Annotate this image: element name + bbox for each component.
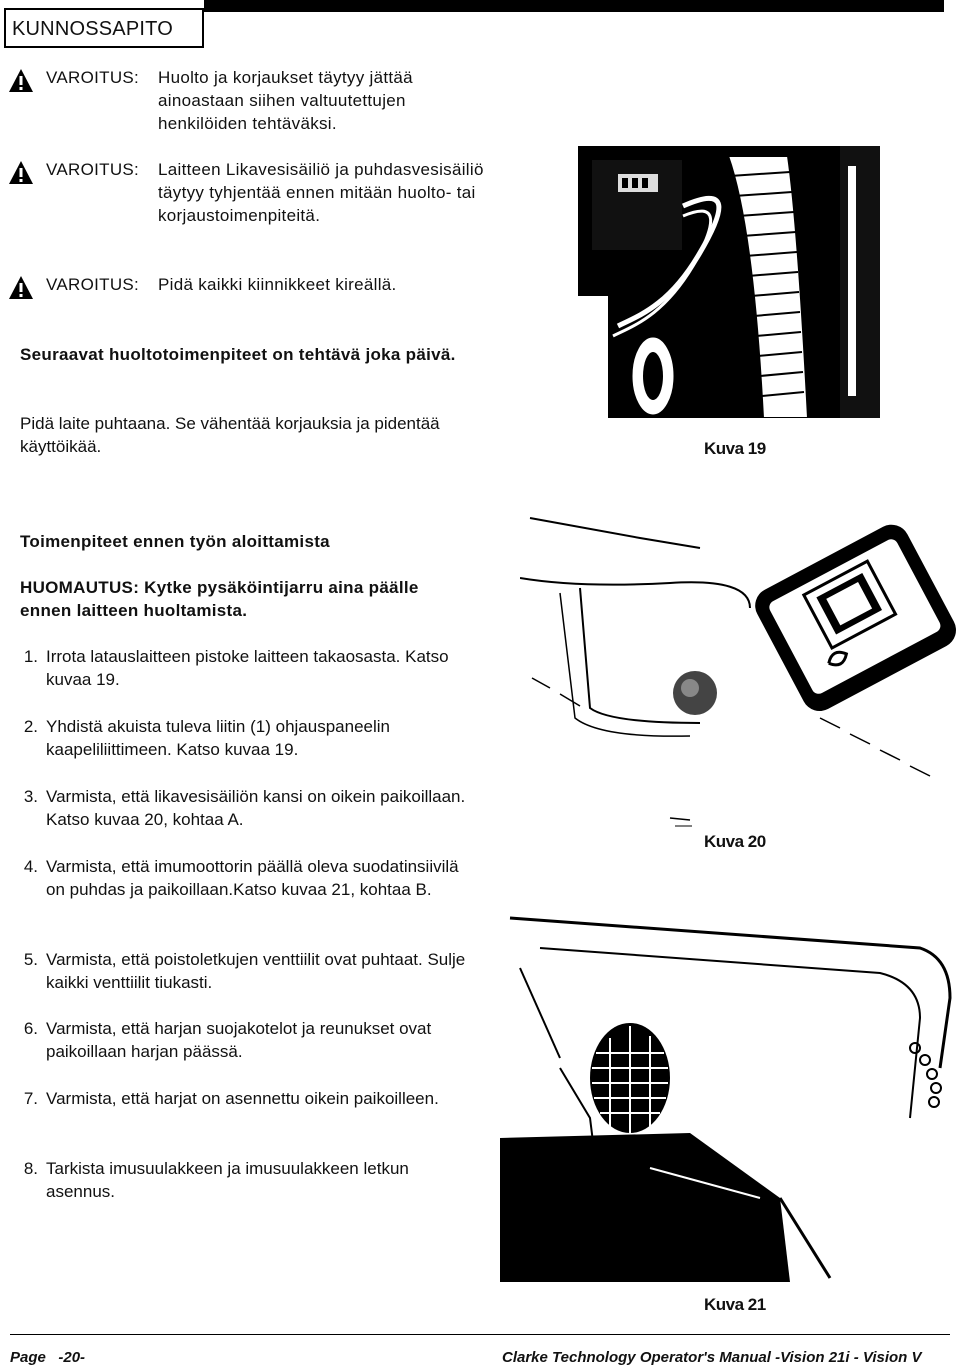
warning-text: Laitteen Likavesisäiliö ja puhdasvesisäiliö täytyy tyhjentää ennen mitään huolto- tai korjaustoimenpiteitä.: [158, 160, 484, 225]
warning-label: VAROITUS:: [46, 275, 140, 294]
step-text: Irrota latauslaitteen pistoke laitteen takaosasta. Katso kuvaa 19.: [46, 647, 449, 689]
daily-heading: Seuraavat huoltotoimenpiteet on tehtävä joka päivä.: [20, 345, 456, 364]
footer-rule: [10, 1334, 950, 1335]
step-number: 3.: [23, 787, 38, 806]
step-text: Varmista, että poistoletkujen venttiilit ovat puhtaat. Sulje kaikki venttiilit tiukasti.: [46, 950, 466, 992]
step-number: 2.: [23, 717, 38, 736]
step-text: Varmista, että harjan suojakotelot ja reunukset ovat paikoillaan harjan päässä.: [46, 1019, 432, 1061]
warning-triangle-icon: [8, 68, 34, 94]
step-number: 1.: [23, 647, 38, 666]
figure-20-caption: Kuva 20: [704, 832, 766, 851]
before-work-heading: Toimenpiteet ennen työn aloittamista: [20, 532, 330, 551]
note-text: HUOMAUTUS: Kytke pysäköintijarru aina päälle ennen laitteen huoltamista.: [20, 578, 419, 620]
step-text: Varmista, että likavesisäiliön kansi on oikein paikoillaan. Katso kuvaa 20, kohtaa A.: [46, 787, 466, 829]
warning-2: [8, 158, 568, 238]
step-number: 4.: [23, 857, 38, 876]
step-text: Varmista, että imumoottorin päällä oleva suodatinsiivilä on puhdas ja paikoillaan.Katso kuvaa 21, kohtaa B.: [46, 857, 459, 899]
warning-1: [8, 66, 568, 146]
header-rule: [204, 0, 944, 12]
step-number: 8.: [23, 1159, 38, 1178]
figure-19-image: [578, 146, 880, 418]
page-number: Page -20-: [10, 1349, 86, 1366]
section-title: KUNNOSSAPITO: [12, 18, 173, 40]
warning-label: VAROITUS:: [46, 160, 140, 179]
figure-19-caption: Kuva 19: [704, 439, 766, 458]
warning-text: Pidä kaikki kiinnikkeet kireällä.: [158, 275, 397, 294]
figure-20-image: [520, 508, 960, 828]
step-number: 7.: [23, 1089, 38, 1108]
step-number: 6.: [23, 1019, 38, 1038]
warning-triangle-icon: [8, 275, 34, 301]
warning-label: VAROITUS:: [46, 68, 140, 87]
manual-title: Clarke Technology Operator's Manual -Vision 21i - Vision V: [502, 1349, 922, 1366]
step-text: Tarkista imusuulakkeen ja imusuulakkeen letkun asennus.: [46, 1159, 409, 1201]
figure-21-caption: Kuva 21: [704, 1295, 766, 1314]
figure-21-image: [500, 868, 960, 1282]
step-text: Varmista, että harjat on asennettu oikein paikoilleen.: [46, 1089, 439, 1108]
daily-text: Pidä laite puhtaana. Se vähentää korjauksia ja pidentää käyttöikää.: [20, 414, 440, 456]
warning-text: Huolto ja korjaukset täytyy jättää ainoastaan siihen valtuutettujen henkilöiden tehtäväksi.: [158, 68, 413, 133]
warning-triangle-icon: [8, 160, 34, 186]
step-text: Yhdistä akuista tuleva liitin (1) ohjauspaneelin kaapeliliittimeen. Katso kuvaa 19.: [46, 717, 390, 759]
warning-3: [8, 273, 568, 303]
step-number: 5.: [23, 950, 38, 969]
section-title-box: [4, 8, 204, 48]
